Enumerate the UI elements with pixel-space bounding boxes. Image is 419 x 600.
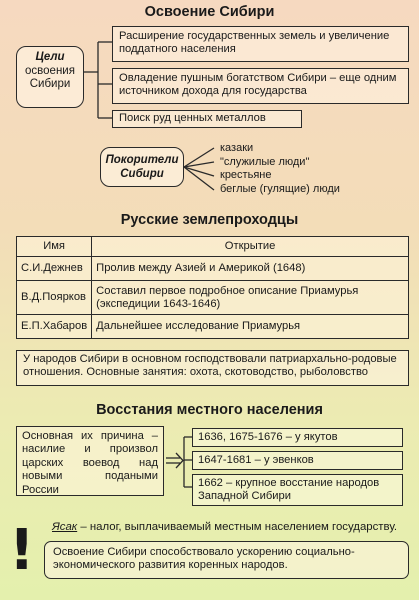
header-name: Имя bbox=[17, 237, 92, 257]
goal-item-1: Расширение государственных земель и увеличение поддатного населения bbox=[112, 26, 409, 62]
uprisings-cause: Основная их причина – насилие и произвол царских воевод над новыми подаными России bbox=[16, 426, 164, 496]
yasak-term: Ясак bbox=[52, 521, 78, 533]
explorer-name: С.И.Дежнев bbox=[17, 257, 92, 281]
conqueror-item: казаки bbox=[220, 142, 254, 154]
goals-label-line1: Цели bbox=[35, 51, 65, 63]
explorer-discovery: Дальнейшее исследование Приамурья bbox=[92, 315, 409, 339]
explorer-discovery: Составил первое подробное описание Приамурья (экспедиции 1643-1646) bbox=[92, 281, 409, 315]
uprising-item-3: 1662 – крупное восстание народов Западной Сибири bbox=[192, 474, 403, 506]
conquerors-label-line2: Сибири bbox=[120, 168, 164, 180]
table-row bbox=[17, 281, 409, 315]
page-title: Освоение Сибири bbox=[144, 4, 275, 20]
conqueror-item: беглые (гулящие) люди bbox=[220, 182, 340, 195]
goal-item-2: Овладение пушным богатством Сибири – еще одним источником дохода для государства bbox=[112, 68, 409, 104]
table-header-row bbox=[17, 237, 409, 257]
goals-label-line3: Сибири bbox=[29, 78, 71, 90]
uprising-item-2: 1647-1681 – у эвенков bbox=[192, 451, 403, 470]
explorer-discovery: Пролив между Азией и Америкой (1648) bbox=[92, 257, 409, 281]
goals-label-line2: освоения bbox=[25, 64, 75, 77]
table-row bbox=[17, 315, 409, 339]
goal-item-3: Поиск руд ценных металлов bbox=[112, 110, 302, 128]
conquerors-list bbox=[220, 142, 340, 196]
yasak-definition bbox=[52, 520, 412, 534]
uprising-item-1: 1636, 1675-1676 – у якутов bbox=[192, 428, 403, 447]
yasak-text: – налог, выплачиваемый местным населением государству. bbox=[77, 521, 398, 533]
explorer-name: В.Д.Поярков bbox=[17, 281, 92, 315]
explorers-table bbox=[16, 236, 409, 339]
uprisings-title: Восстания местного населения bbox=[96, 402, 323, 418]
header-discovery: Открытие bbox=[92, 237, 409, 257]
conqueror-item: крестьяне bbox=[220, 169, 272, 182]
table-row bbox=[17, 257, 409, 281]
conclusion-box: Освоение Сибири способствовало ускорению социально-экономического развития коренных народов. bbox=[44, 541, 409, 579]
goals-label bbox=[16, 46, 84, 108]
conqueror-item: "служилые люди" bbox=[220, 155, 310, 168]
peoples-note: У народов Сибири в основном господствовали патриархально-родовые отношения. Основные занятия: охота, скотоводство, рыболовство bbox=[16, 350, 409, 386]
explorer-name: Е.П.Хабаров bbox=[17, 315, 92, 339]
explorers-title: Русские землепроходцы bbox=[120, 212, 299, 228]
conquerors-label bbox=[100, 147, 184, 187]
exclamation-icon: ! bbox=[9, 518, 35, 583]
conquerors-label-line1: Покорители bbox=[105, 154, 179, 166]
